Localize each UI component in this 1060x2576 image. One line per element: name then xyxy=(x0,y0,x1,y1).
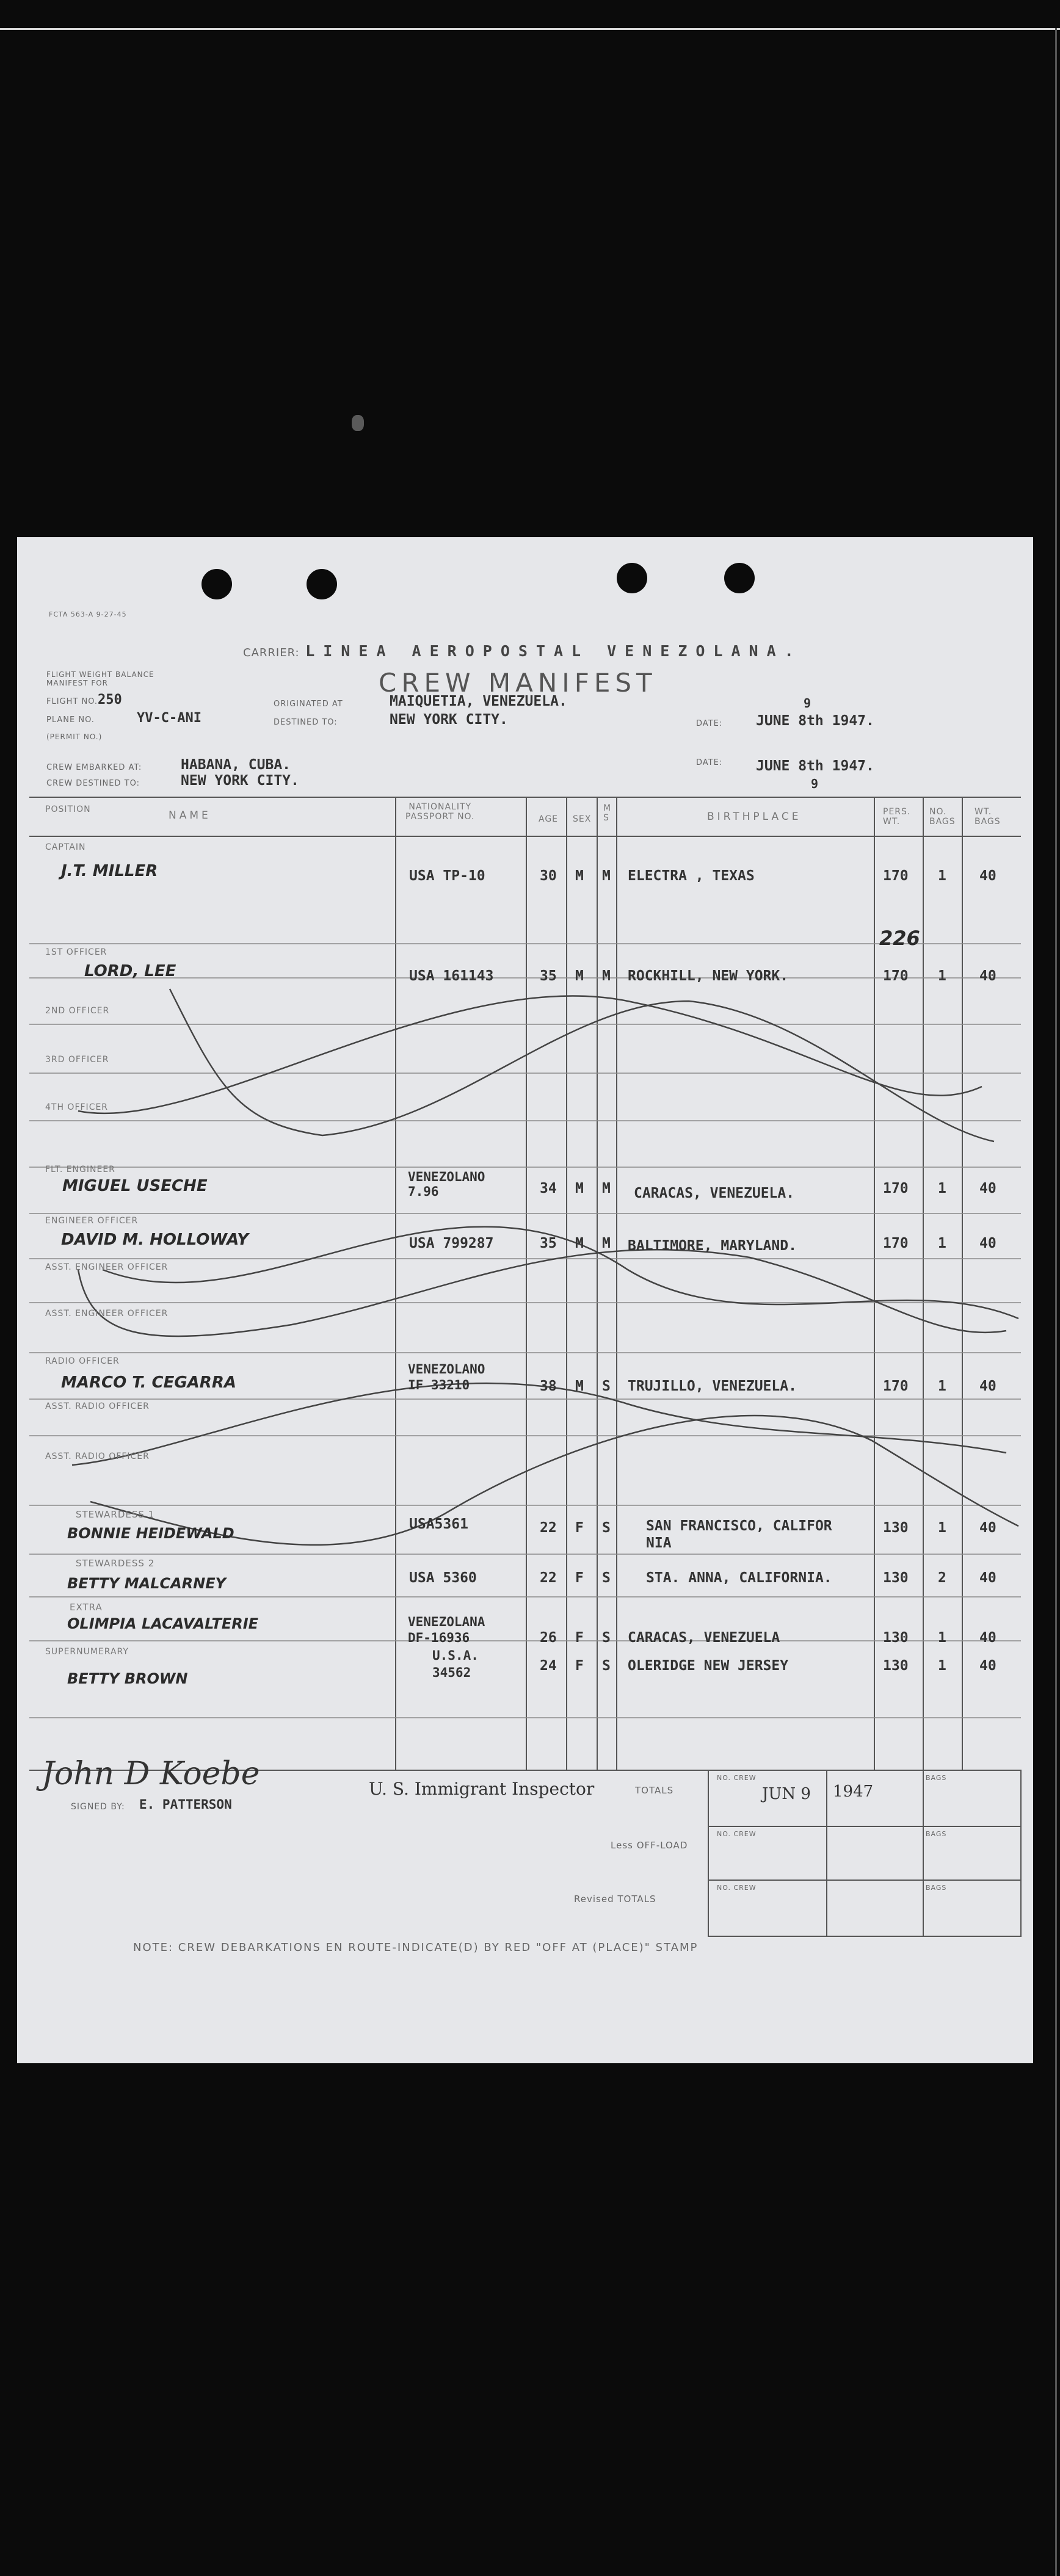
row-position: STEWARDESS 1 xyxy=(76,1509,155,1520)
date2-label: DATE: xyxy=(696,758,723,767)
destined-label: DESTINED TO: xyxy=(274,718,338,727)
originated-value: MAIQUETIA, VENEZUELA. xyxy=(390,693,567,709)
column-header-pers-wt: PERS. WT. xyxy=(883,807,911,827)
date2-correction: 9 xyxy=(811,776,819,791)
crew-destined-label: CREW DESTINED TO: xyxy=(46,779,140,788)
bags-label: BAGS xyxy=(926,1774,947,1782)
originated-label: ORIGINATED AT xyxy=(274,700,343,709)
crew-pers-wt: 130 xyxy=(883,1630,909,1646)
crew-wt-bags: 40 xyxy=(979,1570,996,1586)
crew-age: 38 xyxy=(540,1378,557,1394)
crew-bags: 1 xyxy=(938,1630,946,1646)
crew-bags: 2 xyxy=(938,1570,946,1586)
crew-pers-wt: 170 xyxy=(883,868,909,884)
crew-pers-wt: 170 xyxy=(883,1236,909,1251)
inspector-signature: John D Koebe xyxy=(42,1756,260,1792)
crew-bags: 1 xyxy=(938,868,946,884)
row-position: ASST. ENGINEER OFFICER xyxy=(45,1309,169,1319)
carrier-name: LINEA AEROPOSTAL VENEZOLANA. xyxy=(305,642,802,660)
crew-wt-bags: 40 xyxy=(979,1236,996,1251)
row-position: 1ST OFFICER xyxy=(45,947,107,957)
crew-birthplace: STA. ANNA, CALIFORNIA. xyxy=(646,1570,832,1586)
crew-birthplace: TRUJILLO, VENEZUELA. xyxy=(628,1378,797,1394)
bags-label: BAGS xyxy=(926,1830,947,1838)
crew-name: MARCO T. CEGARRA xyxy=(61,1373,236,1392)
crew-pers-wt: 130 xyxy=(883,1570,909,1586)
crew-pers-wt: 170 xyxy=(883,1378,909,1394)
crew-ms: S xyxy=(602,1378,611,1394)
row-position: 2ND OFFICER xyxy=(45,1006,110,1016)
crew-bags: 1 xyxy=(938,1181,946,1196)
crew-birthplace: ROCKHILL, NEW YORK. xyxy=(628,968,789,984)
date1-correction: 9 xyxy=(804,696,811,711)
row-position: SUPERNUMERARY xyxy=(45,1647,129,1657)
form-code: FCTA 563-A 9-27-45 xyxy=(49,610,127,618)
crew-passport: USA5361 xyxy=(409,1516,468,1532)
signed-by-label: SIGNED BY: xyxy=(71,1802,125,1812)
crew-passport: USA 5360 xyxy=(409,1570,477,1586)
crew-name: BONNIE HEIDEWALD xyxy=(67,1525,234,1542)
crew-name: J.T. MILLER xyxy=(61,862,158,880)
crew-wt-bags: 40 xyxy=(979,1630,996,1646)
row-position: ASST. RADIO OFFICER xyxy=(45,1402,150,1411)
crew-sex: M xyxy=(575,968,584,984)
crew-ms: S xyxy=(602,1570,611,1586)
date1-value: JUNE 8th 1947. xyxy=(756,713,874,729)
cancel-strokes xyxy=(72,989,1018,1545)
crew-ms: S xyxy=(602,1658,611,1674)
crew-passport: U.S.A. 34562 xyxy=(432,1648,479,1680)
embarked-label: CREW EMBARKED AT: xyxy=(46,763,142,772)
crew-wt-bags: 40 xyxy=(979,1520,996,1536)
permit-label: (PERMIT NO.) xyxy=(46,733,103,741)
row-position: CAPTAIN xyxy=(45,842,86,852)
destined-value: NEW YORK CITY. xyxy=(390,712,508,728)
weight-label: FLIGHT WEIGHT BALANCE MANIFEST FOR xyxy=(46,670,154,687)
crew-name: MIGUEL USECHE xyxy=(62,1177,208,1195)
crew-birthplace: CARACAS, VENEZUELA xyxy=(628,1630,780,1646)
crew-passport: USA 161143 xyxy=(409,968,494,984)
column-header-nationality: NATIONALITY PASSPORT NO. xyxy=(405,802,475,822)
crew-pers-wt: 170 xyxy=(883,1181,909,1196)
row-position: ASST. RADIO OFFICER xyxy=(45,1452,150,1461)
revised-totals-label: Revised TOTALS xyxy=(574,1894,656,1905)
crew-birthplace: BALTIMORE, MARYLAND. xyxy=(628,1238,797,1254)
received-stamp-year: 1947 xyxy=(833,1782,874,1801)
column-header-wt-bags: WT. BAGS xyxy=(975,807,1001,827)
crew-sex: F xyxy=(575,1520,584,1536)
crew-passport: USA 799287 xyxy=(409,1236,494,1251)
film-edge-line xyxy=(0,28,1060,30)
crew-bags: 1 xyxy=(938,1236,946,1251)
crew-sex: F xyxy=(575,1630,584,1646)
column-header-birthplace: BIRTHPLACE xyxy=(707,811,802,823)
film-speck xyxy=(352,415,364,431)
column-header-age: AGE xyxy=(539,814,559,824)
crew-bags: 1 xyxy=(938,1658,946,1674)
crew-age: 35 xyxy=(540,1236,557,1251)
crew-name: LORD, LEE xyxy=(84,962,176,980)
received-stamp-date: JUN 9 xyxy=(762,1785,811,1803)
crew-bags: 1 xyxy=(938,1378,946,1394)
row-position: STEWARDESS 2 xyxy=(76,1558,155,1569)
crew-bags: 1 xyxy=(938,1520,946,1536)
no-crew-label: NO. CREW xyxy=(717,1830,757,1838)
column-header-ms: M S xyxy=(603,803,612,823)
flight-no-label: FLIGHT NO. xyxy=(46,697,98,706)
crew-bags: 1 xyxy=(938,968,946,984)
crew-birthplace: ELECTRA , TEXAS xyxy=(628,868,755,884)
crew-pers-wt: 130 xyxy=(883,1520,909,1536)
column-header-position: POSITION xyxy=(45,805,91,814)
crew-destined-value: NEW YORK CITY. xyxy=(181,773,299,789)
column-header-sex: SEX xyxy=(573,814,592,824)
manifest-grid xyxy=(17,537,1033,2063)
no-crew-label: NO. CREW xyxy=(717,1884,757,1892)
crew-birthplace: CARACAS, VENEZUELA. xyxy=(634,1185,795,1201)
crew-manifest-document xyxy=(17,537,1033,2063)
crew-birthplace: SAN FRANCISCO, CALIFOR NIA xyxy=(646,1518,832,1551)
crew-pers-wt: 170 xyxy=(883,968,909,984)
crew-ms: M xyxy=(602,1181,611,1196)
crew-name: OLIMPIA LACAVALTERIE xyxy=(67,1615,259,1632)
crew-age: 24 xyxy=(540,1658,557,1674)
crew-age: 30 xyxy=(540,868,557,884)
crew-wt-bags: 40 xyxy=(979,1181,996,1196)
carrier-label: CARRIER: xyxy=(243,646,300,659)
crew-name: DAVID M. HOLLOWAY xyxy=(61,1231,249,1249)
crew-wt-bags: 40 xyxy=(979,968,996,984)
crew-ms: S xyxy=(602,1630,611,1646)
no-crew-label: NO. CREW xyxy=(717,1774,757,1782)
date1-label: DATE: xyxy=(696,719,723,728)
film-edge-right xyxy=(1055,28,1057,2576)
date2-value: JUNE 8th 1947. xyxy=(756,758,874,774)
crew-passport: VENEZOLANO IF 33210 xyxy=(408,1362,485,1392)
crew-name: BETTY BROWN xyxy=(67,1670,188,1687)
crew-passport: USA TP-10 xyxy=(409,868,485,884)
crew-passport: VENEZOLANA DF-16936 xyxy=(408,1615,485,1645)
signed-by-name: E. PATTERSON xyxy=(139,1797,232,1812)
crew-sex: M xyxy=(575,1378,584,1394)
crew-sex: M xyxy=(575,868,584,884)
bags-label: BAGS xyxy=(926,1884,947,1892)
crew-wt-bags: 40 xyxy=(979,868,996,884)
crew-ms: M xyxy=(602,1236,611,1251)
crew-wt-bags: 40 xyxy=(979,1378,996,1394)
totals-label: TOTALS xyxy=(635,1785,674,1796)
crew-ms: M xyxy=(602,968,611,984)
crew-sex: M xyxy=(575,1236,584,1251)
crew-age: 26 xyxy=(540,1630,557,1646)
crew-name: BETTY MALCARNEY xyxy=(67,1575,226,1592)
row-position: EXTRA xyxy=(70,1602,103,1613)
crew-sex: F xyxy=(575,1658,584,1674)
column-header-no-bags: NO. BAGS xyxy=(929,807,956,827)
crew-ms: M xyxy=(602,868,611,884)
crew-sex: F xyxy=(575,1570,584,1586)
row-position: 3RD OFFICER xyxy=(45,1055,109,1065)
crew-age: 22 xyxy=(540,1570,557,1586)
row-position: FLT. ENGINEER xyxy=(45,1165,115,1174)
crew-ms: S xyxy=(602,1520,611,1536)
footer-note: NOTE: CREW DEBARKATIONS EN ROUTE-INDICATE(D) BY RED "OFF AT (PLACE)" STAMP xyxy=(133,1941,699,1954)
plane-no-label: PLANE NO. xyxy=(46,715,95,725)
crew-passport: VENEZOLANO 7.96 xyxy=(408,1170,485,1199)
crew-wt-bags: 40 xyxy=(979,1658,996,1674)
page-title: CREW MANIFEST xyxy=(379,668,657,698)
row-position: 4TH OFFICER xyxy=(45,1102,109,1112)
less-offload-label: Less OFF-LOAD xyxy=(611,1840,688,1851)
crew-birthplace: OLERIDGE NEW JERSEY xyxy=(628,1658,789,1674)
crew-sex: M xyxy=(575,1181,584,1196)
crew-age: 22 xyxy=(540,1520,557,1536)
plane-no: YV-C-ANI xyxy=(137,711,201,726)
column-header-name: NAME xyxy=(169,809,211,822)
crew-age: 34 xyxy=(540,1181,557,1196)
row-position: RADIO OFFICER xyxy=(45,1356,120,1366)
crew-pers-wt: 130 xyxy=(883,1658,909,1674)
row-position: ENGINEER OFFICER xyxy=(45,1216,139,1226)
embarked-value: HABANA, CUBA. xyxy=(181,757,291,773)
inspector-title: U. S. Immigrant Inspector xyxy=(369,1779,595,1799)
flight-no: 250 xyxy=(98,692,122,707)
row-position: ASST. ENGINEER OFFICER xyxy=(45,1262,169,1272)
crew-age: 35 xyxy=(540,968,557,984)
weight-correction: 226 xyxy=(879,927,920,950)
